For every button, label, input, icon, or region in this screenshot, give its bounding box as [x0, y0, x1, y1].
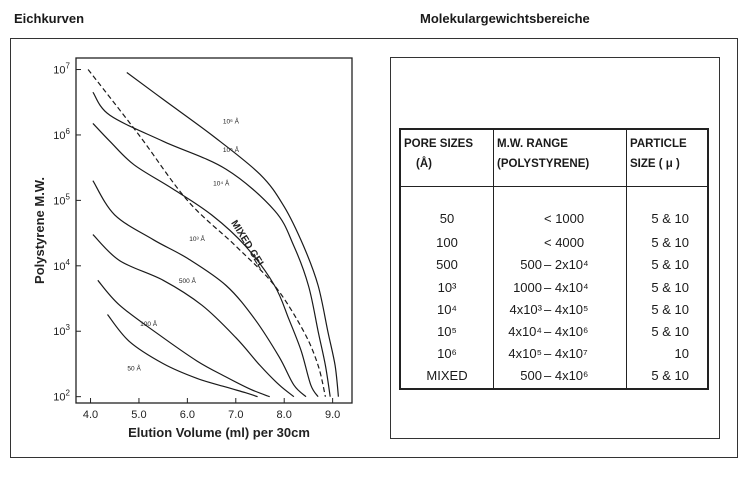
series-line: [88, 70, 325, 397]
y-tick-base: 10: [53, 195, 66, 208]
x-tick-label: 4.0: [82, 409, 99, 421]
table-row: [400, 233, 708, 255]
cell-range-high: < 1000: [544, 211, 585, 226]
y-tick-base: 10: [53, 326, 66, 339]
series-label: 10⁴ Å: [213, 180, 230, 188]
cell-particle-size: 5 & 10: [627, 255, 709, 277]
cell-pore-size: 100: [400, 233, 494, 255]
cell-range-high: – 4x10⁷: [544, 345, 588, 361]
header-pore-line2: (Å): [416, 158, 432, 170]
cell-pore-size: 500: [400, 255, 494, 277]
cell-range-high: – 4x10⁵: [544, 301, 589, 317]
cell-particle-size: 10: [627, 344, 709, 366]
header-particle-line2: SIZE ( μ ): [630, 158, 680, 170]
y-tick-exponent: 2: [65, 388, 70, 398]
y-tick-label: [53, 389, 70, 404]
y-tick-base: 10: [53, 64, 66, 77]
series-line: [93, 92, 330, 397]
x-axis-label: Elution Volume (ml) per 30cm: [128, 425, 310, 440]
cell-particle-size: 5 & 10: [627, 233, 709, 255]
series-line: [98, 280, 270, 396]
y-axis-label: Polystyrene M.W.: [32, 177, 47, 284]
cell-mw-range: [494, 187, 627, 234]
cell-range-high: – 2x10⁴: [544, 257, 589, 273]
table-header-row: [400, 129, 708, 187]
cell-pore-size: 10³: [400, 278, 494, 300]
header-range-line1: M.W. RANGE: [497, 138, 568, 150]
y-tick-exponent: 7: [65, 61, 70, 71]
cell-range-low: 1000: [513, 279, 542, 295]
cell-range-high: – 4x10⁴: [544, 279, 589, 295]
cell-range-low: 500: [520, 257, 542, 273]
table-row: [400, 300, 708, 322]
cell-mw-range: [494, 255, 627, 277]
right-section-title: Molekulargewichtsbereiche: [420, 11, 590, 26]
cell-mw-range: [494, 322, 627, 344]
table-panel: [390, 57, 720, 439]
series-line: [108, 315, 258, 397]
table-body: [400, 187, 708, 390]
table-row: [400, 322, 708, 344]
cell-range-low: 4x10⁵: [508, 345, 542, 361]
y-tick-exponent: 3: [65, 323, 70, 333]
header-range-line2: (POLYSTYRENE): [497, 158, 590, 170]
cell-mw-range: [494, 278, 627, 300]
y-tick-label: [53, 62, 70, 77]
y-tick-exponent: 6: [65, 126, 70, 136]
y-tick-base: 10: [53, 129, 66, 142]
cell-range-low: 4x10³: [509, 301, 542, 317]
header-pore-sizes: [400, 129, 494, 187]
cell-mw-range: [494, 366, 627, 389]
x-tick-label: 5.0: [131, 409, 147, 421]
cell-range-low: 500: [520, 367, 542, 383]
y-tick-label: [53, 127, 70, 142]
y-tick-exponent: 4: [65, 257, 70, 267]
cell-pore-size: 10⁴: [400, 300, 494, 322]
cell-range-high: – 4x10⁶: [544, 323, 589, 339]
x-tick-label: 9.0: [324, 409, 341, 421]
x-tick-label: 7.0: [228, 409, 244, 421]
series-label: 100 Å: [140, 321, 158, 329]
table-row: [400, 344, 708, 366]
mw-range-table: [399, 128, 709, 390]
cell-pore-size: 10⁵: [400, 322, 494, 344]
cell-pore-size: MIXED: [400, 366, 494, 389]
series-label: 500 Å: [178, 277, 196, 285]
cell-mw-range: [494, 233, 627, 255]
cell-range-high: – 4x10⁶: [544, 367, 589, 383]
series-line: [93, 181, 306, 397]
cell-particle-size: 5 & 10: [627, 278, 709, 300]
y-tick-label: [53, 258, 70, 273]
cell-particle-size: 5 & 10: [627, 322, 709, 344]
table-row: [400, 187, 708, 234]
x-tick-label: 8.0: [276, 409, 292, 421]
x-tick-label: 6.0: [179, 409, 196, 421]
left-section-title: Eichkurven: [14, 11, 85, 26]
y-tick-base: 10: [53, 391, 66, 404]
series-label: MIXED GEL: [228, 218, 267, 272]
table-row: [400, 278, 708, 300]
series-label: 50 Å: [127, 365, 141, 373]
cell-mw-range: [494, 344, 627, 366]
plot-frame: [76, 58, 352, 403]
series-label: 10³ Å: [189, 235, 205, 243]
y-tick-label: [53, 323, 70, 338]
y-tick-label: [53, 192, 70, 207]
cell-mw-range: [494, 300, 627, 322]
header-particle-size: [627, 129, 709, 187]
cell-range-high: < 4000: [544, 235, 585, 251]
table-row: [400, 255, 708, 277]
series-line: [93, 123, 318, 396]
cell-particle-size: 5 & 10: [627, 187, 709, 234]
series-label: 10⁶ Å: [222, 118, 239, 126]
cell-range-low: 4x10⁴: [508, 323, 542, 339]
cell-pore-size: 50: [400, 187, 494, 234]
header-pore-line1: PORE SIZES: [404, 138, 474, 150]
y-tick-base: 10: [53, 260, 66, 273]
cell-particle-size: 5 & 10: [627, 300, 709, 322]
y-tick-exponent: 5: [65, 192, 70, 202]
header-mw-range: [494, 129, 627, 187]
series-label: 10⁵ Å: [222, 146, 239, 154]
header-particle-line1: PARTICLE: [630, 138, 687, 150]
cell-pore-size: 10⁶: [400, 344, 494, 366]
calibration-chart: [24, 48, 364, 443]
table-row: [400, 366, 708, 389]
cell-particle-size: 5 & 10: [627, 366, 709, 389]
